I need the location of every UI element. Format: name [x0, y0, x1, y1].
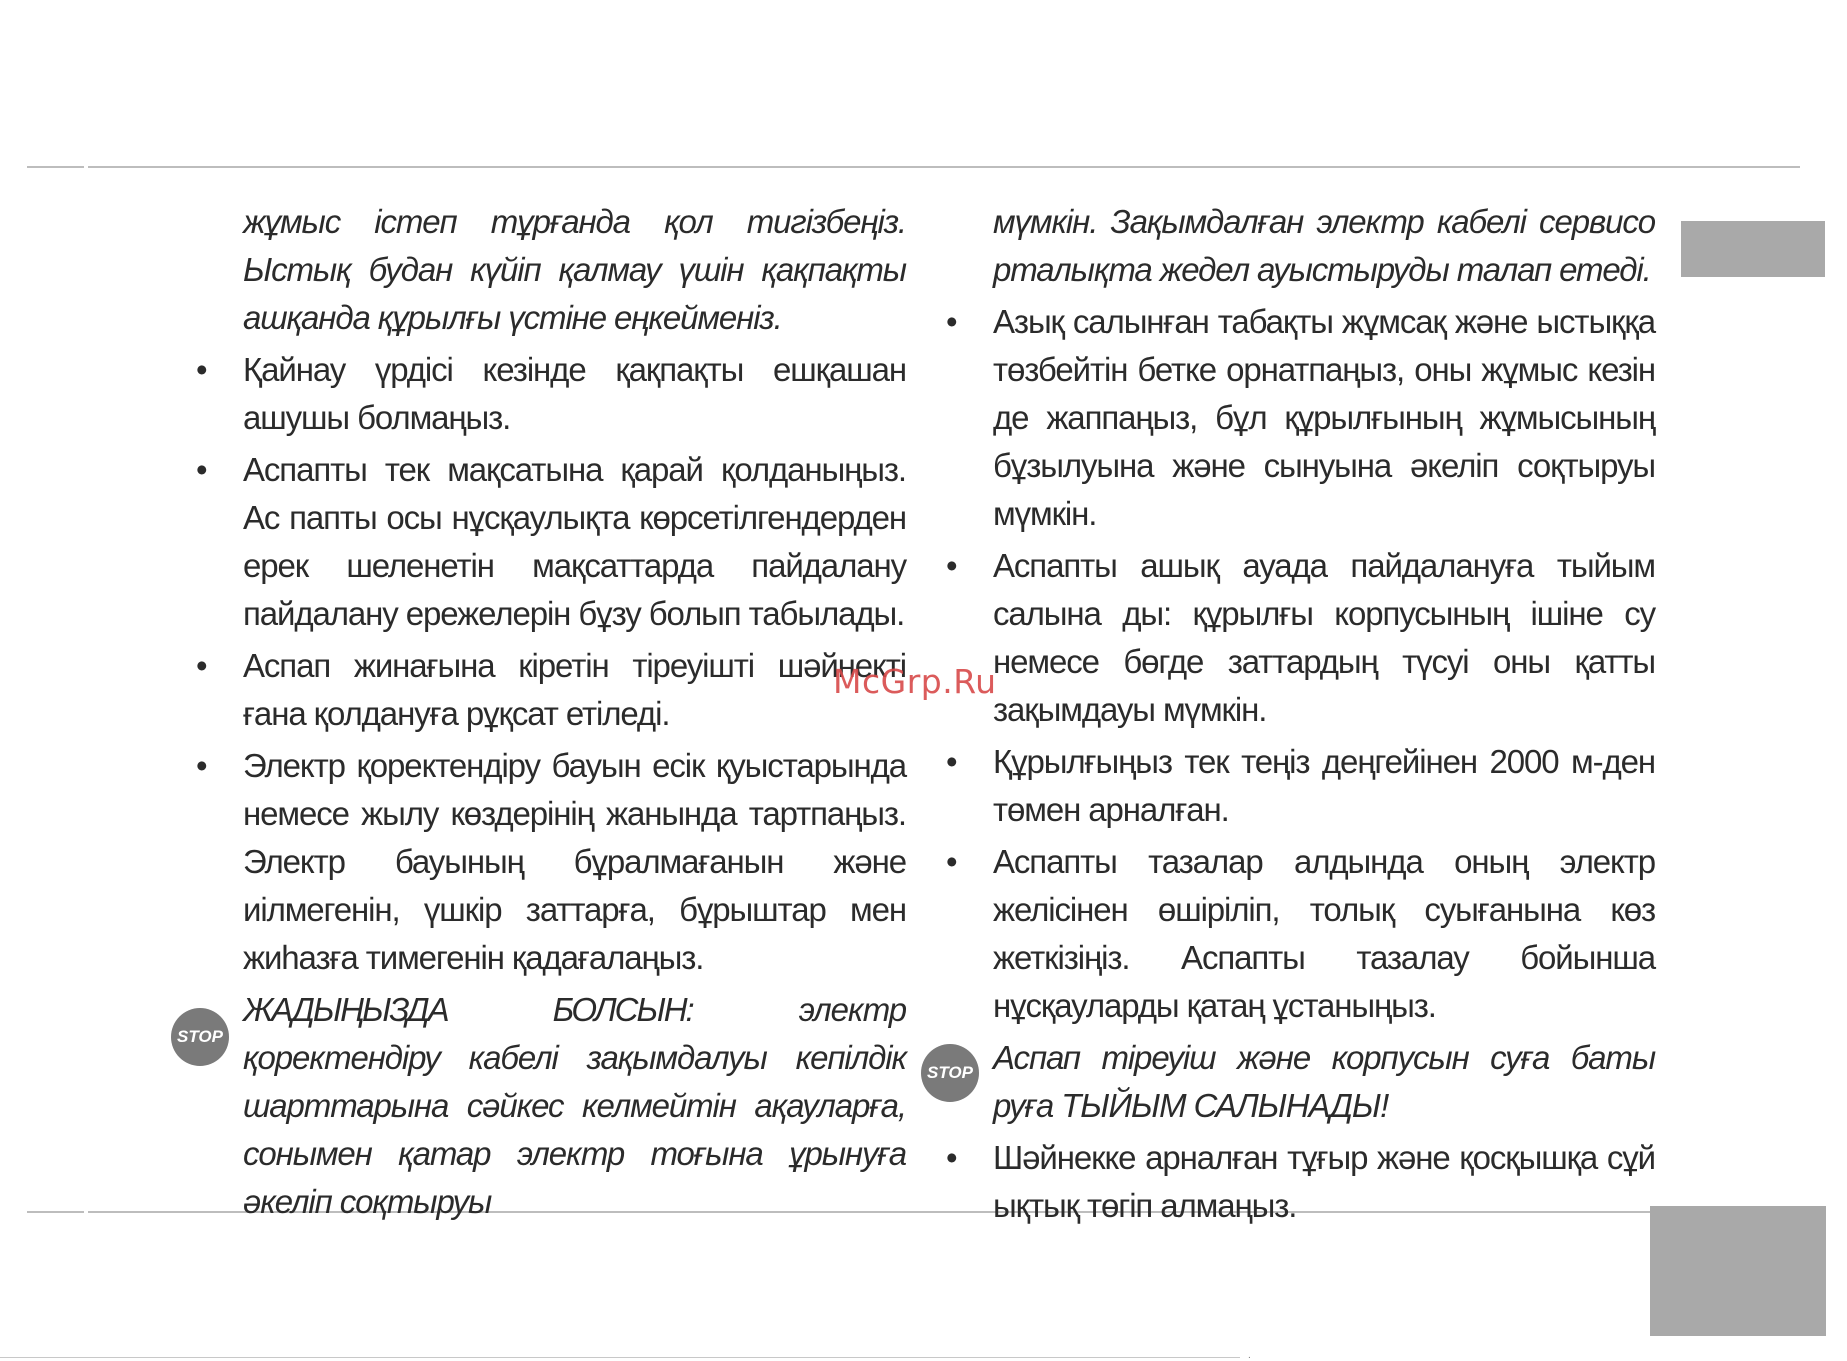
list-item — [946, 542, 1655, 734]
stop-sign-icon: STOP — [171, 1008, 229, 1066]
list-item-text: Шәйнекке арналған тұғыр және қосқышқа сұй ықтық төгіп алмаңыз. — [993, 1139, 1655, 1224]
list-item-text: Электр қоректендіру бауын есік қуыстарында немесе жылу көздерінің жанында тартпаңыз. Электр бауының бұралмағанын және иілмегенін, үшкір заттарға, бұрыштар мен жиһазға тимегенін қадағалаңыз. — [243, 747, 906, 976]
list-item-text: Аспапты тек мақсатына қарай қолданыңыз. Ас папты осы нұсқаулықта көрсетілгендерден ерек шеленетін мақсаттарда пайдалану пайдалану ережелерін бұзу болып табылады. — [243, 451, 906, 632]
list-item — [196, 742, 906, 982]
bullet-icon: • — [946, 743, 957, 780]
list-item — [946, 298, 1655, 538]
warning-text: электр қоректендіру кабелі зақымдалуы кепілдік шарттарына сәйкес келмейтін ақауларға, сонымен қатар электр тоғына ұрынуға әкеліп соқтыруы — [243, 991, 906, 1220]
list-item-text: Аспапты ашық ауада пайдалануға тыйым салына ды: құрылғы корпусының ішіне су немесе бөгде заттардың түсуі оны қатты зақымдауы мүмкін. — [993, 547, 1655, 728]
list-item — [946, 1134, 1655, 1230]
list-item — [196, 446, 906, 638]
left-intro-paragraph: жұмыс істеп тұрғанда қол тигізбеңіз. Ыстық будан күйіп қалмау үшін қақпақты ашқанда құрылғы үстіне еңкейменіз. — [243, 203, 906, 336]
right-intro-paragraph: мүмкін. Зақымдалған электр кабелі сервисо рталықта жедел ауыстыруды талап етеді. — [993, 203, 1655, 288]
section-tab-marker — [1681, 221, 1825, 277]
list-item — [946, 838, 1655, 1030]
page-number-block — [1650, 1206, 1826, 1336]
bullet-icon: • — [946, 547, 957, 584]
list-item-text: Аспапты тазалар алдында оның электр желісінен өшіріліп, толық суығанына көз жеткізіңіз. Аспапты тазалау бойынша нұсқауларды қатаң ұстаныңыз. — [993, 843, 1655, 1024]
bullet-icon: • — [946, 1139, 957, 1176]
list-item — [196, 346, 906, 442]
bullet-icon: • — [196, 351, 207, 388]
bullet-icon: • — [946, 303, 957, 340]
watermark: McGrp.Ru — [833, 662, 997, 701]
list-item — [946, 738, 1655, 834]
bottom-rule-short — [27, 1211, 84, 1213]
list-item-text: Аспап жинағына кіретін тіреуішті шәйнекті ғана қолдануға рұқсат етіледі. — [243, 647, 906, 732]
footer-rule — [0, 1357, 1240, 1358]
left-column — [177, 198, 906, 1230]
stop-warning — [177, 986, 906, 1226]
list-item-text: Азық салынған табақты жұмсақ және ыстыққа төзбейтін бетке орнатпаңыз, оны жұмыс кезін де жаппаңыз, бұл құрылғының жұмысының бұзылуына және сынуына әкеліп соқтыруы мүмкін. — [993, 303, 1655, 532]
footer-mark: . — [1248, 1350, 1251, 1361]
bullet-icon: • — [196, 647, 207, 684]
warning-heading: ЖАДЫҢЫЗДА БОЛСЫН: — [243, 991, 693, 1028]
warning-text: Аспап тіреуіш және корпусын суға баты руға ТЫЙЫМ САЛЫНАДЫ! — [993, 1039, 1655, 1124]
stop-sign-icon: STOP — [921, 1044, 979, 1102]
right-column — [927, 198, 1655, 1234]
list-item-text: Құрылғыңыз тек теңіз деңгейінен 2000 м-ден төмен арналған. — [993, 743, 1655, 828]
top-rule-short — [27, 166, 84, 168]
bullet-icon: • — [946, 843, 957, 880]
list-item — [196, 642, 906, 738]
list-item-text: Қайнау үрдісі кезінде қақпақты ешқашан ашушы болмаңыз. — [243, 351, 906, 436]
top-rule — [88, 166, 1800, 168]
bullet-icon: • — [196, 451, 207, 488]
stop-warning — [927, 1034, 1655, 1130]
bullet-icon: • — [196, 747, 207, 784]
